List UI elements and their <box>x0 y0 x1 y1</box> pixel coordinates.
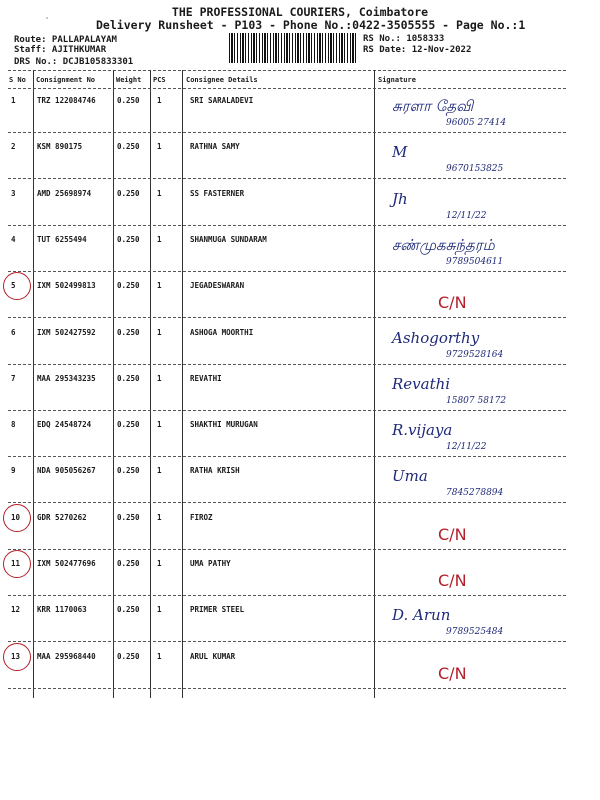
row-separator <box>8 641 566 642</box>
col-divider <box>33 70 34 698</box>
header-rule <box>8 88 566 89</box>
cell-consignee: SHAKTHI MURUGAN <box>190 420 258 430</box>
cell-pcs: 1 <box>157 327 162 337</box>
red-circle-mark <box>3 272 31 300</box>
signature-mark: Uma <box>392 467 428 486</box>
barcode <box>229 33 356 63</box>
cell-sno: 10 <box>11 512 21 522</box>
row-separator <box>8 178 566 179</box>
cell-sno: 8 <box>11 420 16 430</box>
cell-consignment: NDA 905056267 <box>37 466 96 476</box>
signature-note: 12/11/22 <box>446 210 487 221</box>
cell-sno: 7 <box>11 373 16 383</box>
signature-mark: Ashogorthy <box>392 328 480 347</box>
row-separator <box>8 317 566 318</box>
cell-consignee: SHANMUGA SUNDARAM <box>190 234 267 244</box>
cell-pcs: 1 <box>157 651 162 661</box>
rs-number: RS No.: 1058333 <box>363 34 445 44</box>
cell-pcs: 1 <box>157 234 162 244</box>
cell-consignee: ASHOGA MOORTHI <box>190 327 254 337</box>
col-divider <box>182 70 183 698</box>
cell-consignee: SS FASTERNER <box>190 188 245 198</box>
cell-weight: 0.250 <box>117 559 140 568</box>
cell-sno: 6 <box>11 327 16 337</box>
cell-consignee: FIROZ <box>190 512 213 522</box>
row-separator <box>8 410 566 411</box>
cell-sno: 12 <box>11 605 21 615</box>
cell-consignee: JEGADESWARAN <box>190 281 245 291</box>
cell-consignment: IXM 502477696 <box>37 559 96 568</box>
company-title: THE PROFESSIONAL COURIERS, Coimbatore <box>171 5 429 19</box>
cell-consignment: KSM 890175 <box>37 142 83 152</box>
cell-sno: 13 <box>11 651 21 661</box>
header-sno: S No <box>9 76 26 84</box>
cell-weight: 0.250 <box>117 651 140 661</box>
signature-mark: D. Arun <box>392 606 451 625</box>
cn-mark: C/N <box>438 293 467 313</box>
cell-consignment: KRR 1170063 <box>37 605 87 615</box>
cell-pcs: 1 <box>157 605 162 615</box>
cell-consignment: AMD 25698974 <box>37 188 92 198</box>
cell-consignee: RATHA KRISH <box>190 466 240 476</box>
cell-consignment: TUT 6255494 <box>37 234 87 244</box>
cell-weight: 0.250 <box>117 234 140 244</box>
cell-sno: 5 <box>11 281 16 291</box>
cell-sno: 3 <box>11 188 16 198</box>
cell-weight: 0.250 <box>117 96 140 105</box>
cell-consignee: PRIMER STEEL <box>190 605 245 615</box>
row-separator <box>8 132 566 133</box>
red-circle-mark <box>3 643 31 671</box>
signature-note: 9729528164 <box>446 349 504 360</box>
row-separator <box>8 364 566 365</box>
cell-weight: 0.250 <box>117 466 140 476</box>
cell-weight: 0.250 <box>117 512 140 522</box>
cell-consignment: IXM 502499813 <box>37 281 96 291</box>
signature-note: 15807 58172 <box>446 395 507 406</box>
cn-mark: C/N <box>438 524 467 544</box>
rs-date: RS Date: 12-Nov-2022 <box>363 45 472 55</box>
runsheet-subtitle: Delivery Runsheet - P103 - Phone No.:0422-3505555 - Page No.:1 <box>96 18 526 32</box>
signature-note: 7845278894 <box>446 488 504 499</box>
cell-weight: 0.250 <box>117 142 140 152</box>
cell-consignee: REVATHI <box>190 373 222 383</box>
cn-mark: C/N <box>438 571 467 590</box>
col-divider <box>150 70 151 698</box>
header-weight: Weight <box>116 76 142 84</box>
cell-consignee: SRI SARALADEVI <box>190 96 254 105</box>
header-consignment: Consignment No <box>36 76 96 84</box>
route-label: Route: PALLAPALAYAM <box>14 35 117 45</box>
cell-pcs: 1 <box>157 512 162 522</box>
cell-pcs: 1 <box>157 188 162 198</box>
cell-consignment: TRZ 122084746 <box>37 96 96 105</box>
col-divider <box>374 70 375 698</box>
red-circle-mark <box>3 550 31 578</box>
header-signature: Signature <box>378 76 416 84</box>
cell-sno: 1 <box>11 96 16 105</box>
cell-weight: 0.250 <box>117 605 140 615</box>
cell-pcs: 1 <box>157 281 162 291</box>
cell-weight: 0.250 <box>117 188 140 198</box>
cell-sno: 4 <box>11 234 16 244</box>
signature-note: 9789504611 <box>446 256 504 267</box>
signature-note: 12/11/22 <box>446 442 487 453</box>
row-separator <box>8 549 566 550</box>
signature-note: 96005 27414 <box>446 118 507 128</box>
header-pcs: PCS <box>153 76 166 84</box>
drs-number: DRS No.: DCJB105833301 <box>14 57 134 67</box>
signature-mark: சண்முகசுந்தரம் <box>392 235 495 254</box>
cell-pcs: 1 <box>157 373 162 383</box>
row-separator <box>8 271 566 272</box>
cell-pcs: 1 <box>157 420 162 430</box>
staff-label: Staff: AJITHKUMAR <box>14 45 107 55</box>
row-separator <box>8 595 566 596</box>
cell-pcs: 1 <box>157 466 162 476</box>
cell-consignment: EDQ 24548724 <box>37 420 92 430</box>
signature-mark: M <box>392 143 408 162</box>
cell-weight: 0.250 <box>117 420 140 430</box>
cell-consignee: UMA PATHY <box>190 559 231 568</box>
cell-consignment: MAA 295968440 <box>37 651 96 661</box>
cell-sno: 9 <box>11 466 16 476</box>
stray-dot: ˙ <box>44 17 51 28</box>
cell-sno: 11 <box>11 559 21 568</box>
cell-sno: 2 <box>11 142 16 152</box>
table-top-rule <box>8 70 566 71</box>
cell-pcs: 1 <box>157 96 162 105</box>
cell-weight: 0.250 <box>117 373 140 383</box>
cell-consignee: RATHNA SAMY <box>190 142 240 152</box>
header-consignee: Consignee Details <box>186 76 258 84</box>
row-separator <box>8 502 566 503</box>
cell-consignment: MAA 295343235 <box>37 373 96 383</box>
signature-mark: Jh <box>392 189 408 208</box>
signature-mark: R.vijaya <box>392 421 453 440</box>
red-circle-mark <box>3 504 31 532</box>
cell-pcs: 1 <box>157 142 162 152</box>
row-separator <box>8 688 566 689</box>
row-separator <box>8 456 566 457</box>
cell-consignment: GDR 5270262 <box>37 512 87 522</box>
signature-mark: Revathi <box>392 374 451 393</box>
signature-note: 9789525484 <box>446 627 504 638</box>
cn-mark: C/N <box>438 663 467 683</box>
cell-consignee: ARUL KUMAR <box>190 651 236 661</box>
signature-note: 9670153825 <box>446 164 504 175</box>
cell-consignment: IXM 502427592 <box>37 327 96 337</box>
cell-pcs: 1 <box>157 559 162 568</box>
cell-weight: 0.250 <box>117 327 140 337</box>
col-divider <box>113 70 114 698</box>
signature-mark: சுரளா தேவி <box>392 97 474 115</box>
row-separator <box>8 225 566 226</box>
cell-weight: 0.250 <box>117 281 140 291</box>
